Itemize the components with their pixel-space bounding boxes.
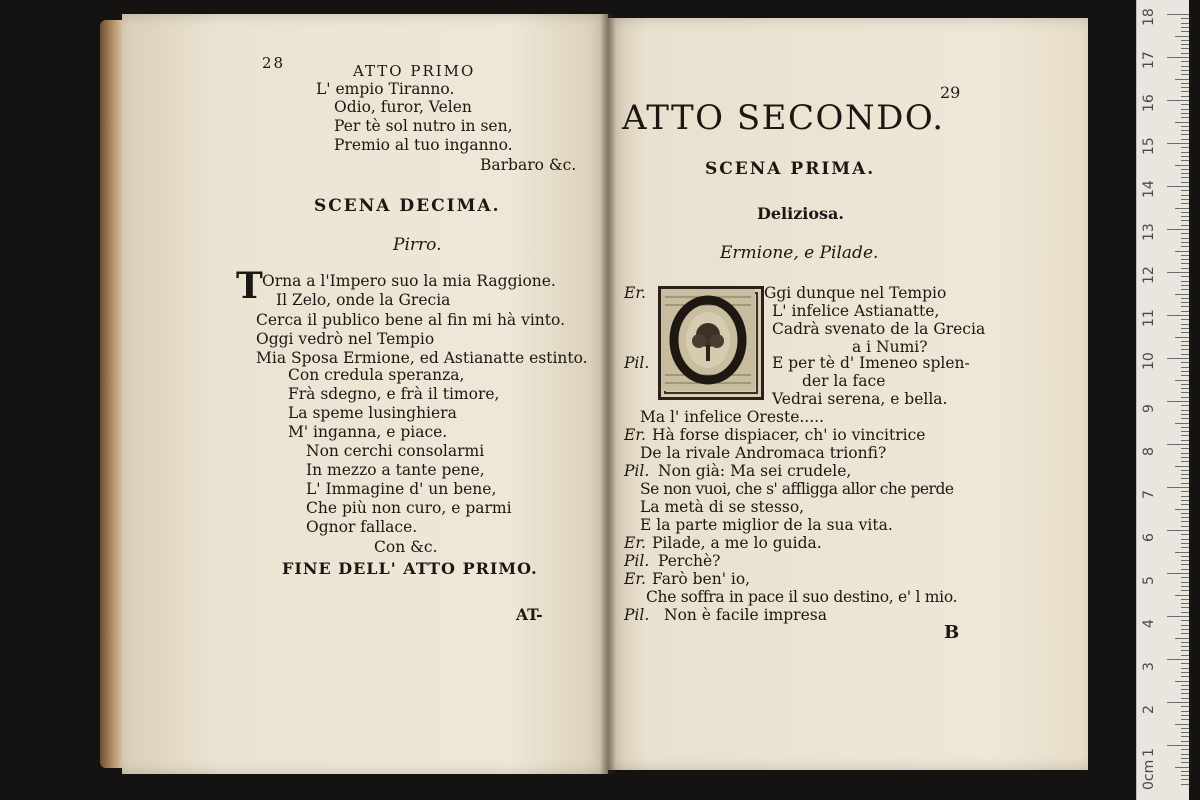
ruler-tick: [1181, 483, 1189, 484]
act-title: ATTO SECONDO.: [622, 98, 945, 138]
ruler-tick: [1175, 509, 1189, 510]
ruler-tick: [1181, 655, 1189, 656]
ruler-tick: [1181, 504, 1189, 505]
ruler-number: 13: [1141, 223, 1157, 241]
dialogue-line: Ggi dunque nel Tempio: [764, 284, 947, 302]
dialogue-line: Cadrà svenato de la Grecia: [772, 320, 986, 338]
ruler-tick: [1181, 461, 1189, 462]
ruler-tick: [1181, 607, 1189, 608]
ruler-tick: [1181, 177, 1189, 178]
ruler-tick: [1167, 659, 1189, 660]
ruler-tick: [1181, 577, 1189, 578]
recitative-line: Il Zelo, onde la Grecia: [276, 291, 451, 309]
ruler-tick: [1181, 711, 1189, 712]
ruler-tick: [1181, 517, 1189, 518]
ruler-tick: [1181, 397, 1189, 398]
ruler-tick: [1181, 182, 1189, 183]
ruler-tick: [1181, 728, 1189, 729]
ruler-unit-label: 0cm: [1141, 759, 1157, 790]
ruler-tick: [1181, 758, 1189, 759]
ruler-tick: [1181, 27, 1189, 28]
ruler-number: 18: [1141, 8, 1157, 26]
ruler-tick: [1181, 302, 1189, 303]
ruler-tick: [1167, 530, 1189, 531]
ruler-tick: [1167, 186, 1189, 187]
ruler-tick: [1181, 259, 1189, 260]
verse-line: Premio al tuo inganno.: [334, 136, 513, 154]
ruler-tick: [1175, 595, 1189, 596]
measuring-ruler: [1136, 0, 1189, 800]
ruler-tick: [1167, 272, 1189, 273]
ruler-tick: [1181, 66, 1189, 67]
ruler-tick: [1181, 784, 1189, 785]
ruler-tick: [1181, 642, 1189, 643]
ruler-tick: [1181, 285, 1189, 286]
speaker-label: Pil.: [624, 462, 650, 480]
ruler-tick: [1181, 491, 1189, 492]
ruler-tick: [1181, 685, 1189, 686]
ruler-tick: [1181, 375, 1189, 376]
dialogue-line: Perchè?: [658, 552, 721, 570]
ruler-tick: [1181, 668, 1189, 669]
right-page-number: 29: [940, 83, 961, 102]
ruler-tick: [1167, 573, 1189, 574]
ruler-tick: [1181, 564, 1189, 565]
ruler-number: 1: [1141, 748, 1157, 757]
ruler-tick: [1181, 113, 1189, 114]
dialogue-line: Pilade, a me lo guida.: [652, 534, 822, 552]
right-scene-heading: SCENA PRIMA.: [705, 159, 876, 179]
ruler-tick: [1181, 109, 1189, 110]
aria-line: M' inganna, e piace.: [288, 423, 448, 441]
ruler-tick: [1175, 251, 1189, 252]
ruler-tick: [1181, 779, 1189, 780]
cue-top: Barbaro &c.: [480, 156, 577, 174]
ruler-tick: [1175, 724, 1189, 725]
ruler-tick: [1181, 543, 1189, 544]
ruler-tick: [1181, 91, 1189, 92]
ruler-tick: [1167, 444, 1189, 445]
ruler-tick: [1181, 130, 1189, 131]
ruler-tick: [1181, 470, 1189, 471]
ruler-tick: [1181, 736, 1189, 737]
speaker-label: Er.: [624, 284, 646, 302]
speaker-label: Pil.: [624, 606, 650, 624]
ruler-tick: [1181, 341, 1189, 342]
ruler-tick: [1181, 311, 1189, 312]
ruler-tick: [1181, 560, 1189, 561]
ruler-tick: [1181, 263, 1189, 264]
dialogue-line: L' infelice Astianatte,: [772, 302, 940, 320]
ruler-tick: [1181, 586, 1189, 587]
ruler-number: 6: [1141, 533, 1157, 542]
ruler-tick: [1175, 79, 1189, 80]
ruler-tick: [1181, 629, 1189, 630]
ruler-tick: [1175, 36, 1189, 37]
left-page-number: 28: [262, 54, 286, 72]
ruler-tick: [1181, 453, 1189, 454]
aria-line: L' Immagine d' un bene,: [306, 480, 497, 498]
ruler-number: 14: [1141, 180, 1157, 198]
ruler-tick: [1181, 255, 1189, 256]
speaker-label: Er.: [624, 426, 646, 444]
ruler-tick: [1181, 732, 1189, 733]
ruler-tick: [1181, 87, 1189, 88]
ruler-tick: [1181, 448, 1189, 449]
ruler-tick: [1181, 367, 1189, 368]
ruler-tick: [1181, 715, 1189, 716]
ruler-tick: [1181, 18, 1189, 19]
aria-line: Che più non curo, e parmi: [306, 499, 512, 517]
ruler-tick: [1181, 500, 1189, 501]
aria-line: Non cerchi consolarmi: [306, 442, 485, 460]
ruler-tick: [1181, 513, 1189, 514]
left-scene-heading: SCENA DECIMA.: [314, 196, 501, 216]
aria-line: Con credula speranza,: [288, 366, 465, 384]
ruler-tick: [1181, 173, 1189, 174]
scene-characters: Ermione, e Pilade.: [720, 243, 879, 263]
ruler-tick: [1181, 96, 1189, 97]
speaker-label: Er.: [624, 534, 646, 552]
dialogue-line: Non è facile impresa: [664, 606, 827, 624]
ruler-tick: [1167, 57, 1189, 58]
aria-line: In mezzo a tante pene,: [306, 461, 485, 479]
ruler-tick: [1175, 552, 1189, 553]
ruler-number: 12: [1141, 266, 1157, 284]
ruler-tick: [1167, 401, 1189, 402]
ruler-tick: [1181, 612, 1189, 613]
ruler-tick: [1181, 625, 1189, 626]
ruler-tick: [1181, 233, 1189, 234]
recitative-line: Orna a l'Impero suo la mia Raggione.: [262, 272, 556, 290]
ruler-tick: [1181, 190, 1189, 191]
ruler-tick: [1175, 681, 1189, 682]
ruler-tick: [1167, 745, 1189, 746]
ruler-tick: [1181, 371, 1189, 372]
ruler-tick: [1167, 358, 1189, 359]
dialogue-line: Che soffra in pace il suo destino, e' l mio.: [646, 588, 958, 606]
ruler-number: 3: [1141, 662, 1157, 671]
ruler-tick: [1181, 48, 1189, 49]
recitative-line: Mia Sposa Ermione, ed Astianatte estinto.: [256, 349, 588, 367]
ruler-tick: [1181, 40, 1189, 41]
ruler-tick: [1181, 698, 1189, 699]
ruler-tick: [1181, 693, 1189, 694]
ruler-tick: [1181, 44, 1189, 45]
ruler-number: 7: [1141, 490, 1157, 499]
ruler-tick: [1181, 569, 1189, 570]
ruler-tick: [1175, 466, 1189, 467]
ruler-tick: [1181, 160, 1189, 161]
verse-line: Odio, furor, Velen: [334, 98, 472, 116]
ruler-tick: [1167, 487, 1189, 488]
ruler-number: 16: [1141, 94, 1157, 112]
ruler-tick: [1181, 534, 1189, 535]
ruler-tick: [1181, 147, 1189, 148]
ruler-tick: [1181, 61, 1189, 62]
ruler-tick: [1181, 754, 1189, 755]
woodcut-o-icon: [661, 289, 755, 391]
ruler-tick: [1181, 474, 1189, 475]
drop-cap-t: T: [236, 265, 263, 307]
ruler-tick: [1181, 246, 1189, 247]
aria-line: Ognor fallace.: [306, 518, 418, 536]
cue-bottom: Con &c.: [374, 538, 438, 556]
ruler-tick: [1175, 380, 1189, 381]
ruler-tick: [1181, 349, 1189, 350]
ruler-tick: [1181, 762, 1189, 763]
ruler-tick: [1181, 556, 1189, 557]
dialogue-line: Vedrai serena, e bella.: [772, 390, 948, 408]
ruler-tick: [1175, 337, 1189, 338]
ruler-tick: [1181, 276, 1189, 277]
ruler-tick: [1181, 689, 1189, 690]
ruler-tick: [1181, 384, 1189, 385]
ruler-tick: [1181, 775, 1189, 776]
ruler-tick: [1181, 332, 1189, 333]
dialogue-line: De la rivale Andromaca trionfi?: [640, 444, 887, 462]
ruler-tick: [1181, 23, 1189, 24]
ruler-tick: [1181, 345, 1189, 346]
ruler-tick: [1167, 616, 1189, 617]
ruler-tick: [1167, 143, 1189, 144]
ruler-tick: [1167, 702, 1189, 703]
dialogue-line: der la face: [802, 372, 886, 390]
ruler-tick: [1181, 169, 1189, 170]
aria-line: La speme lusinghiera: [288, 404, 457, 422]
ruler-tick: [1181, 526, 1189, 527]
ornamental-initial-o: [658, 286, 764, 400]
ruler-tick: [1181, 156, 1189, 157]
ruler-tick: [1181, 83, 1189, 84]
ruler-number: 2: [1141, 705, 1157, 714]
ruler-tick: [1181, 771, 1189, 772]
ruler-tick: [1175, 638, 1189, 639]
left-character-name: Pirro.: [393, 235, 442, 255]
dialogue-line: E per tè d' Imeneo splen-: [772, 354, 970, 372]
ruler-number: 8: [1141, 447, 1157, 456]
ruler-number: 9: [1141, 404, 1157, 413]
ruler-tick: [1181, 633, 1189, 634]
dialogue-line: Se non vuoi, che s' affligga allor che perde: [640, 480, 954, 498]
ruler-tick: [1181, 70, 1189, 71]
ruler-tick: [1181, 126, 1189, 127]
ruler-tick: [1167, 14, 1189, 15]
ruler-tick: [1181, 590, 1189, 591]
ruler-tick: [1181, 134, 1189, 135]
ruler-tick: [1175, 122, 1189, 123]
end-of-act: FINE DELL' ATTO PRIMO.: [282, 559, 538, 578]
ruler-tick: [1181, 719, 1189, 720]
ruler-tick: [1181, 749, 1189, 750]
ruler-tick: [1181, 547, 1189, 548]
ruler-tick: [1181, 53, 1189, 54]
dialogue-line: Ma l' infelice Oreste.....: [640, 408, 825, 426]
verse-line: L' empio Tiranno.: [316, 80, 455, 98]
ruler-tick: [1181, 582, 1189, 583]
ruler-tick: [1181, 431, 1189, 432]
ruler-tick: [1181, 139, 1189, 140]
ruler-tick: [1181, 268, 1189, 269]
dialogue-line: E la parte miglior de la sua vita.: [640, 516, 893, 534]
ruler-tick: [1175, 208, 1189, 209]
recitative-line: Cerca il publico bene al fin mi hà vinto.: [256, 311, 566, 329]
speaker-label: Er.: [624, 570, 646, 588]
ruler-tick: [1181, 435, 1189, 436]
ruler-tick: [1167, 229, 1189, 230]
speaker-label: Pil.: [624, 552, 650, 570]
ruler-number: 4: [1141, 619, 1157, 628]
speaker-label: Pil.: [624, 354, 650, 372]
ruler-tick: [1181, 281, 1189, 282]
aria-line: Frà sdegno, e frà il timore,: [288, 385, 500, 403]
ruler-number: 5: [1141, 576, 1157, 585]
ruler-tick: [1181, 672, 1189, 673]
ruler-tick: [1181, 440, 1189, 441]
ruler-tick: [1181, 496, 1189, 497]
ruler-tick: [1175, 767, 1189, 768]
ruler-tick: [1181, 427, 1189, 428]
ruler-tick: [1181, 220, 1189, 221]
ruler-tick: [1181, 414, 1189, 415]
ruler-tick: [1181, 104, 1189, 105]
ruler-tick: [1167, 100, 1189, 101]
ruler-tick: [1181, 195, 1189, 196]
ruler-tick: [1181, 199, 1189, 200]
dialogue-line: Non già: Ma sei crudele,: [658, 462, 852, 480]
ruler-tick: [1181, 289, 1189, 290]
book-gutter: [600, 14, 616, 774]
ruler-tick: [1175, 294, 1189, 295]
dialogue-line: Hà forse dispiacer, ch' io vincitrice: [652, 426, 926, 444]
ruler-tick: [1181, 663, 1189, 664]
ruler-tick: [1181, 392, 1189, 393]
ruler-tick: [1181, 225, 1189, 226]
ruler-tick: [1181, 539, 1189, 540]
verse-line: Per tè sol nutro in sen,: [334, 117, 513, 135]
dialogue-line: Farò ben' io,: [652, 570, 751, 588]
ruler-tick: [1181, 603, 1189, 604]
ruler-tick: [1181, 117, 1189, 118]
ruler-tick: [1181, 152, 1189, 153]
ruler-tick: [1181, 741, 1189, 742]
recitative-line: Oggi vedrò nel Tempio: [256, 330, 435, 348]
ruler-tick: [1181, 203, 1189, 204]
ruler-tick: [1181, 362, 1189, 363]
ruler-tick: [1181, 706, 1189, 707]
ruler-number: 11: [1141, 309, 1157, 327]
ruler-tick: [1181, 457, 1189, 458]
ruler-tick: [1175, 165, 1189, 166]
ruler-tick: [1181, 410, 1189, 411]
ruler-tick: [1181, 405, 1189, 406]
ruler-number: 15: [1141, 137, 1157, 155]
ruler-tick: [1181, 238, 1189, 239]
left-catchword: AT-: [516, 605, 543, 624]
ruler-tick: [1181, 298, 1189, 299]
ruler-tick: [1181, 521, 1189, 522]
ruler-tick: [1181, 31, 1189, 32]
ruler-tick: [1181, 620, 1189, 621]
ruler-tick: [1181, 212, 1189, 213]
ruler-tick: [1181, 650, 1189, 651]
ruler-tick: [1181, 418, 1189, 419]
ruler-tick: [1181, 242, 1189, 243]
ruler-tick: [1181, 599, 1189, 600]
ruler-tick: [1181, 306, 1189, 307]
ruler-tick: [1175, 423, 1189, 424]
ruler-tick: [1181, 319, 1189, 320]
dialogue-line: La metà di se stesso,: [640, 498, 805, 516]
ruler-tick: [1181, 388, 1189, 389]
signature-mark: B: [944, 622, 960, 643]
ruler-tick: [1181, 74, 1189, 75]
dialogue-line: a i Numi?: [852, 338, 928, 356]
ruler-tick: [1181, 324, 1189, 325]
ruler-tick: [1181, 478, 1189, 479]
ruler-number: 17: [1141, 51, 1157, 69]
ruler-tick: [1181, 216, 1189, 217]
ruler-tick: [1181, 676, 1189, 677]
ruler-tick: [1181, 646, 1189, 647]
ruler-tick: [1181, 354, 1189, 355]
ruler-tick: [1181, 328, 1189, 329]
left-running-head: ATTO PRIMO: [353, 62, 476, 80]
ruler-number: 10: [1141, 352, 1157, 370]
scene-setting: Deliziosa.: [757, 204, 844, 223]
ruler-tick: [1167, 315, 1189, 316]
